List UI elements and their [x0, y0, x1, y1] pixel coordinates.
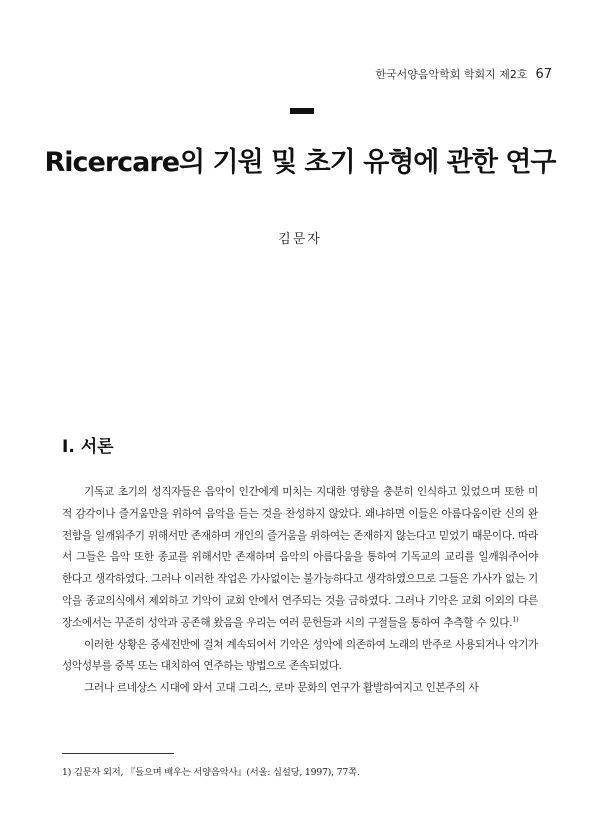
footnote: 1) 김문자 외저, 『들으며 배우는 서양음악사』(서울: 심설당, 1997), 77쪽. [62, 767, 360, 778]
journal-name: 한국서양음악학회 학회지 제2호 [375, 68, 528, 81]
running-header [375, 66, 552, 82]
page-number: 67 [535, 67, 552, 82]
section-heading: I. 서론 [62, 437, 114, 457]
footnote-ref: 1) [512, 615, 519, 624]
paragraph-2: 이러한 상황은 중세전반에 걸쳐 계속되어서 기악은 성악에 의존하여 노래의 반주로 사용되거나 악기가 성악성부를 중복 또는 대치하여 연주하는 방법으로 존속되었다. [62, 638, 538, 673]
paragraph-3: 그러나 르네상스 시대에 와서 고대 그리스, 로마 문화의 연구가 활발하여지고 인본주의 사 [84, 682, 479, 695]
paragraph-1 [62, 482, 538, 635]
footnote-divider [62, 753, 174, 754]
body-text [62, 482, 538, 700]
article-title: Ricercare의 기원 및 초기 유형에 관한 연구 [44, 147, 556, 178]
author-name: 김문자 [278, 232, 322, 247]
paragraph-1-text: 기독교 초기의 성직자들은 음악이 인간에게 미치는 지대한 영향을 충분히 인식하고 있었으며 또한 미적 감각이나 즐거움만을 위하여 음악을 듣는 것을 찬성하지 않았다. 왜냐하면 이들은 아름다움이란 신의 완전함을 일깨워주기 위해서만 존재하며 개인의 즐거움을 위하여는 존재하지 않는다고 믿었기 때문이다. 따라서 그들은 음악 또한 종교를 위해서만 존재하며 음악의 아름다움을 통하여 기독교의 교리를 일깨워주어야 한다고 생각하였다. 그러나 이러한 작업은 가사없이는 불가능하다고 생각하였으므로 그들은 가사가 없는 기악을 종교의식에서 제외하고 기악이 교회 안에서 연주되는 것을 금하였다. 그러나 기악은 교회 이외의 다른 장소에서는 꾸준히 성악과 공존해 왔음을 우리는 여러 문헌들과 시의 구절들을 통하여 추측할 수 있다. [62, 486, 538, 629]
title-dash-ornament [290, 108, 314, 114]
